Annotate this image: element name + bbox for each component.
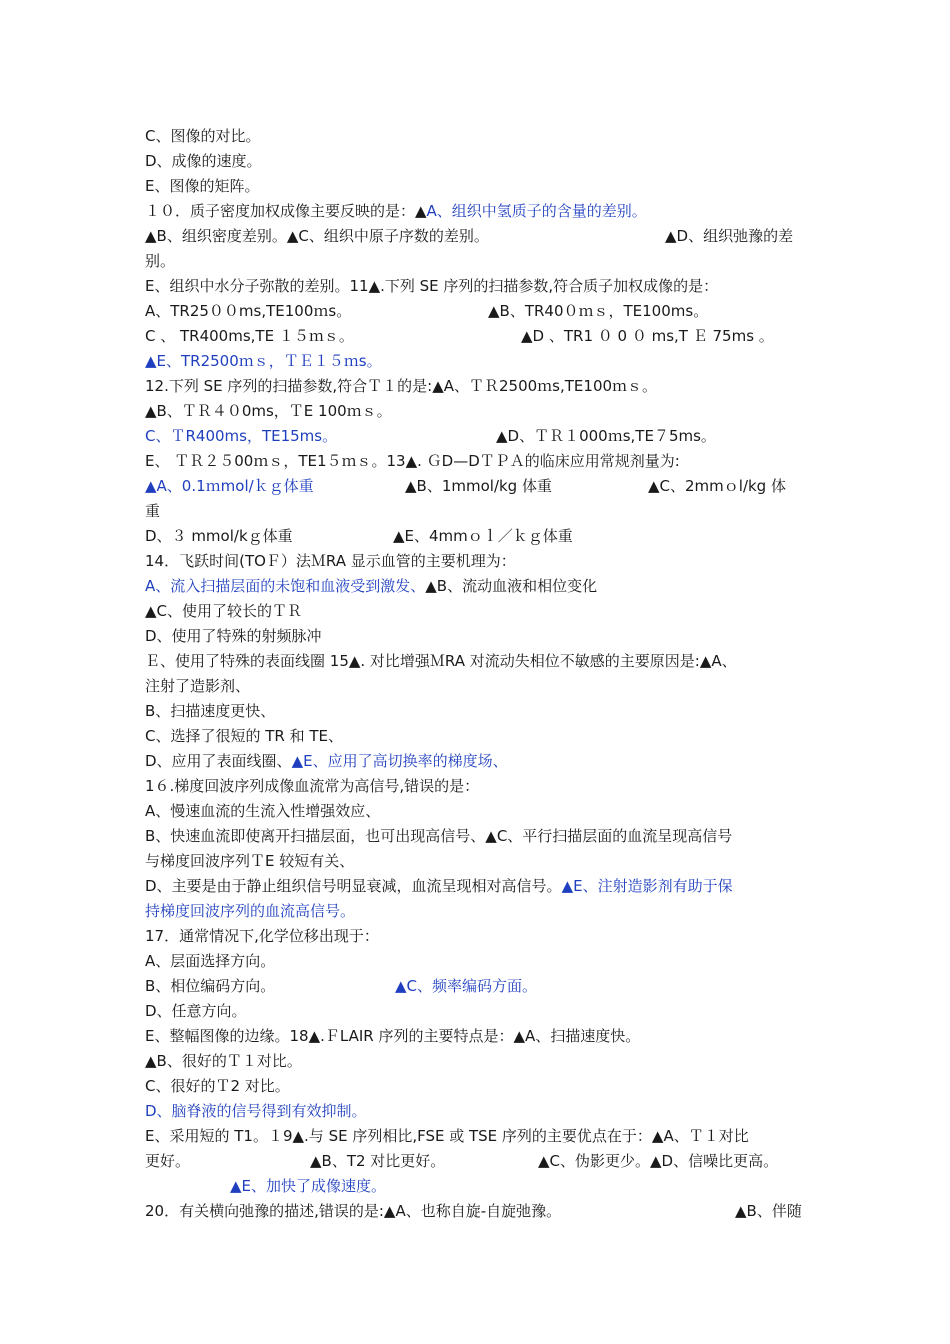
text-run: 重	[145, 502, 161, 520]
text-run: C、图像的对比。	[145, 127, 261, 145]
text-line	[145, 299, 810, 324]
text-line	[145, 524, 810, 549]
text-line	[145, 824, 810, 849]
text-run: 更好。	[145, 1152, 191, 1170]
text-run: ▲B、很好的Ｔ１对比。	[145, 1052, 302, 1070]
text-line	[145, 449, 810, 474]
text-run: D、主要是由于静止组织信号明显衰减，血流呈现相对高信号。	[145, 877, 562, 895]
text-run: ▲B、组织密度差别。▲C、组织中原子序数的差别。	[145, 227, 489, 245]
text-line	[145, 1174, 810, 1199]
text-line	[145, 1099, 810, 1124]
text-line	[145, 324, 810, 349]
text-run: D、使用了特殊的射频脉冲	[145, 627, 322, 645]
text-line	[145, 749, 810, 774]
text-line	[145, 549, 810, 574]
text-run: ▲B、1mmol/kg 体重	[405, 477, 552, 495]
text-line	[145, 574, 810, 599]
text-run: 14．飞跃时间(TOＦ）法ＭRA 显示血管的主要机理为：	[145, 552, 516, 570]
text-run: ▲D、ＴＲ１000ｍs,TE７5ms。	[496, 427, 716, 445]
text-run: ▲C、频率编码方面。	[395, 977, 538, 995]
text-line	[145, 174, 810, 199]
text-line	[145, 1149, 810, 1174]
text-line	[145, 274, 810, 299]
text-run: A、层面选择方向。	[145, 952, 276, 970]
text-line	[145, 199, 810, 224]
text-run: A、TR25００ms,TE100ｍs。	[145, 302, 352, 320]
text-run: ▲B、TR40０ｍｓ，TE100ms。	[488, 302, 709, 320]
text-line	[145, 224, 810, 249]
text-run: E、整幅图像的边缘。18▲.ＦLAIR 序列的主要特点是：▲A、扫描速度快。	[145, 1027, 641, 1045]
text-run: D、任意方向。	[145, 1002, 247, 1020]
text-line	[145, 399, 810, 424]
text-run: ▲A、0.1ｍmol/ｋｇ体重	[145, 477, 314, 495]
text-line	[145, 849, 810, 874]
text-run: B、相位编码方向。	[145, 977, 276, 995]
text-run: ▲B、ＴＲ４０0ms，ＴE 100ｍｓ。	[145, 402, 392, 420]
text-run: ▲C、2mmｏl/kg 体	[648, 477, 786, 495]
text-run: 持梯度回波序列的血流高信号。	[145, 902, 356, 920]
document-page	[145, 124, 810, 1224]
text-line	[145, 874, 810, 899]
text-run: 注射了造影剂、	[145, 677, 251, 695]
text-line	[145, 1124, 810, 1149]
text-run: D、成像的速度。	[145, 152, 262, 170]
text-run: ▲B、伴随	[735, 1202, 802, 1220]
text-line	[145, 974, 810, 999]
text-run: D、脑脊液的信号得到有效抑制。	[145, 1102, 367, 1120]
text-run: A、组织中氢质子的含量的差别。	[426, 202, 647, 220]
text-run: ▲E、TR2500ｍｓ，ＴＥ１５ｍs。	[145, 352, 382, 370]
text-line	[145, 1049, 810, 1074]
text-line	[145, 124, 810, 149]
text-run: Ｅ、使用了特殊的表面线圈 15▲. 对比增强ＭRA 对流动失相位不敏感的主要原因是:▲A、	[145, 652, 737, 670]
text-line	[145, 774, 810, 799]
text-run: ▲D、组织弛豫的差	[665, 227, 794, 245]
text-run: ▲E、4mmｏｌ／ｋｇ体重	[393, 527, 573, 545]
text-run: C、ＴR400ms，TE15ms。	[145, 427, 338, 445]
text-line	[145, 924, 810, 949]
text-run: ▲B、流动血液和相位变化	[425, 577, 598, 595]
text-line	[145, 999, 810, 1024]
text-line	[145, 1199, 810, 1224]
text-run: ▲D 、TR1 ０ 0 ０ ms,T Ｅ 75ms 。	[521, 327, 774, 345]
text-line	[145, 599, 810, 624]
text-run: C、很好的Ｔ2 对比。	[145, 1077, 290, 1095]
text-line	[145, 499, 810, 524]
text-line	[145, 699, 810, 724]
text-run: 20．有关横向弛豫的描述,错误的是:▲A、也称自旋-自旋弛豫。	[145, 1202, 562, 1220]
text-run: A、流入扫描层面的未饱和血液受到激发、	[145, 577, 426, 595]
text-run: ▲B、T2 对比更好。	[310, 1152, 446, 1170]
text-line	[145, 649, 810, 674]
text-line	[145, 1074, 810, 1099]
text-run: 12.下列 SE 序列的扫描参数,符合Ｔ１的是:▲A、ＴＲ2500ｍs,TE100ｍｓ。	[145, 377, 658, 395]
text-line	[145, 624, 810, 649]
text-line	[145, 149, 810, 174]
text-line	[145, 674, 810, 699]
text-run: 1６.梯度回波序列成像血流常为高信号,错误的是：	[145, 777, 480, 795]
text-run: D、应用了表面线圈、	[145, 752, 292, 770]
text-run: 别。	[145, 252, 176, 270]
text-run: B、快速血流即使离开扫描层面，也可出现高信号、▲C、平行扫描层面的血流呈现高信号	[145, 827, 733, 845]
text-run: １０．质子密度加权成像主要反映的是：▲	[145, 202, 427, 220]
text-run: A、慢速血流的生流入性增强效应、	[145, 802, 381, 820]
text-line	[145, 724, 810, 749]
text-line	[145, 249, 810, 274]
text-line	[145, 349, 810, 374]
text-line	[145, 799, 810, 824]
text-run: D、３ mmol/kｇ体重	[145, 527, 293, 545]
text-run: 17．通常情况下,化学位移出现于：	[145, 927, 379, 945]
text-run: E、组织中水分子弥散的差别。11▲.下列 SE 序列的扫描参数,符合质子加权成像的是：	[145, 277, 719, 295]
text-line	[145, 424, 810, 449]
text-line	[145, 949, 810, 974]
text-line	[145, 374, 810, 399]
text-run: ▲E、应用了高切换率的梯度场、	[291, 752, 508, 770]
text-run: ▲C、使用了较长的ＴＲ	[145, 602, 303, 620]
text-line	[145, 899, 810, 924]
text-run: ▲E、加快了成像速度。	[230, 1177, 387, 1195]
text-run: 与梯度回波序列ＴE 较短有关、	[145, 852, 355, 870]
text-line	[145, 474, 810, 499]
text-line	[145, 1024, 810, 1049]
text-run: C、选择了很短的 TR 和 TE、	[145, 727, 344, 745]
text-run: C 、 TR400ms,TE １５ｍｓ。	[145, 327, 354, 345]
text-run: ▲E、注射造影剂有助于保	[561, 877, 733, 895]
text-run: E、图像的矩阵。	[145, 177, 260, 195]
text-run: E、采用短的 T1。１9▲.与 SE 序列相比,FSE 或 TSE 序列的主要优点在于：▲A、Ｔ１对比	[145, 1127, 749, 1145]
text-run: E、 ＴＲ２５00ｍｓ，TE1５ｍｓ。13▲. ＧD—DＴＰＡ的临床应用常规剂量为:	[145, 452, 680, 470]
text-run: B、扫描速度更快、	[145, 702, 276, 720]
text-run: ▲C、伪影更少。▲D、信噪比更高。	[538, 1152, 779, 1170]
